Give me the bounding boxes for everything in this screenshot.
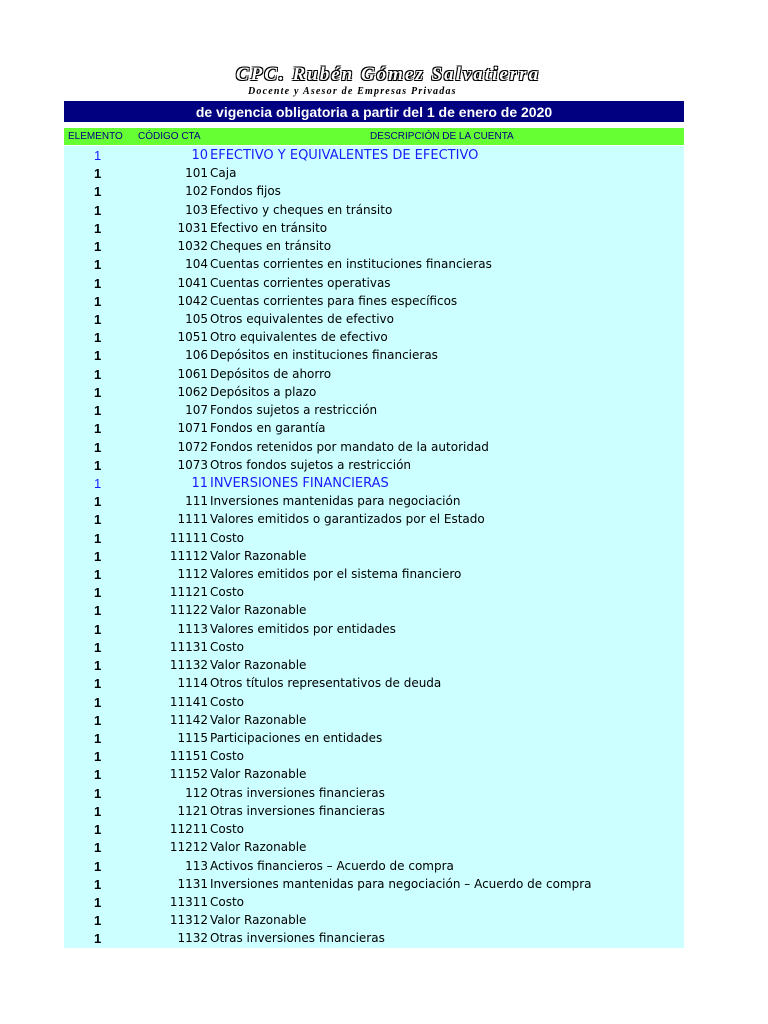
account-row	[64, 492, 684, 510]
codigo-cell: 11142	[169, 712, 208, 727]
elemento-cell: 1	[94, 694, 102, 710]
account-row	[64, 237, 684, 255]
descripcion-cell: Efectivo en tránsito	[210, 220, 328, 235]
descripcion-cell: Valor Razonable	[210, 913, 307, 928]
account-row	[64, 383, 684, 401]
account-row	[64, 875, 684, 893]
codigo-cell: 104	[185, 257, 208, 272]
account-row	[64, 565, 684, 583]
column-header	[64, 128, 684, 145]
descripcion-cell: Activos financieros – Acuerdo de compra	[210, 858, 454, 873]
descripcion-cell: Fondos sujetos a restricción	[210, 403, 378, 418]
elemento-cell: 1	[94, 840, 102, 856]
codigo-cell: 10	[191, 148, 208, 163]
account-row	[64, 583, 684, 601]
account-row	[64, 638, 684, 656]
elemento-cell: 1	[94, 822, 102, 838]
descripcion-cell: INVERSIONES FINANCIERAS	[210, 475, 389, 491]
elemento-cell: 1	[94, 785, 102, 801]
account-row	[64, 601, 684, 619]
descripcion-cell: Costo	[210, 639, 245, 654]
descripcion-cell: Otro equivalentes de efectivo	[210, 330, 388, 345]
column-elemento: ELEMENTO	[68, 131, 123, 142]
elemento-cell: 1	[94, 293, 102, 309]
account-row	[64, 547, 684, 565]
elemento-cell: 1	[94, 311, 102, 327]
account-row	[64, 765, 684, 783]
descripcion-cell: Depósitos en instituciones financieras	[210, 348, 438, 363]
elemento-cell: 1	[94, 239, 102, 255]
elemento-cell: 1	[94, 275, 102, 291]
descripcion-cell: Cuentas corrientes en instituciones financieras	[210, 257, 492, 272]
codigo-cell: 113	[185, 858, 208, 873]
descripcion-cell: Otras inversiones financieras	[210, 785, 385, 800]
codigo-cell: 11312	[169, 913, 208, 928]
account-group-row	[64, 474, 684, 492]
descripcion-cell: Fondos en garantía	[210, 421, 326, 436]
descripcion-cell: Otros fondos sujetos a restricción	[210, 457, 412, 472]
account-row	[64, 620, 684, 638]
accounts-table	[64, 146, 684, 948]
account-row	[64, 255, 684, 273]
account-row	[64, 328, 684, 346]
codigo-cell: 1132	[177, 931, 208, 946]
descripcion-cell: Cuentas corrientes para fines específicos	[210, 293, 458, 308]
account-row	[64, 274, 684, 292]
codigo-cell: 1042	[177, 293, 208, 308]
descripcion-cell: Costo	[210, 585, 245, 600]
elemento-cell: 1	[94, 712, 102, 728]
elemento-cell: 1	[94, 876, 102, 892]
descripcion-cell: Costo	[210, 749, 245, 764]
elemento-cell: 1	[94, 530, 102, 546]
account-row	[64, 747, 684, 765]
elemento-cell: 1	[94, 475, 102, 491]
elemento-cell: 1	[94, 931, 102, 947]
elemento-cell: 1	[94, 202, 102, 218]
descripcion-cell: Costo	[210, 822, 245, 837]
validity-banner: de vigencia obligatoria a partir del 1 de enero de 2020	[64, 101, 684, 122]
elemento-cell: 1	[94, 767, 102, 783]
account-row	[64, 438, 684, 456]
account-row	[64, 219, 684, 237]
codigo-cell: 102	[185, 184, 208, 199]
codigo-cell: 1121	[177, 803, 208, 818]
codigo-cell: 11152	[169, 767, 208, 782]
codigo-cell: 112	[185, 785, 208, 800]
descripcion-cell: Inversiones mantenidas para negociación	[210, 494, 461, 509]
account-row	[64, 893, 684, 911]
codigo-cell: 11311	[169, 894, 208, 909]
descripcion-cell: Cuentas corrientes operativas	[210, 275, 391, 290]
account-row	[64, 182, 684, 200]
codigo-cell: 11151	[169, 749, 208, 764]
account-row	[64, 201, 684, 219]
account-row	[64, 784, 684, 802]
account-row	[64, 456, 684, 474]
descripcion-cell: Valores emitidos por entidades	[210, 621, 396, 636]
account-row	[64, 656, 684, 674]
account-row	[64, 529, 684, 547]
elemento-cell: 1	[94, 384, 102, 400]
descripcion-cell: Fondos retenidos por mandato de la autoridad	[210, 439, 489, 454]
elemento-cell: 1	[94, 512, 102, 528]
elemento-cell: 1	[94, 567, 102, 583]
codigo-cell: 103	[185, 202, 208, 217]
codigo-cell: 11131	[169, 639, 208, 654]
account-row	[64, 310, 684, 328]
column-descripcion: DESCRIPCIÓN DE LA CUENTA	[370, 131, 514, 142]
descripcion-cell: Otros equivalentes de efectivo	[210, 311, 394, 326]
descripcion-cell: Costo	[210, 530, 245, 545]
account-row	[64, 419, 684, 437]
account-group-row	[64, 146, 684, 164]
codigo-cell: 1113	[177, 621, 208, 636]
account-row	[64, 510, 684, 528]
elemento-cell: 1	[94, 366, 102, 382]
codigo-cell: 1114	[177, 676, 208, 691]
elemento-cell: 1	[94, 494, 102, 510]
codigo-cell: 1062	[177, 384, 208, 399]
descripcion-cell: Participaciones en entidades	[210, 731, 383, 745]
column-codigo: CÓDIGO CTA	[138, 131, 201, 142]
codigo-cell: 11111	[169, 530, 208, 545]
elemento-cell: 1	[94, 639, 102, 655]
elemento-cell: 1	[94, 421, 102, 437]
elemento-cell: 1	[94, 184, 102, 200]
elemento-cell: 1	[94, 403, 102, 419]
descripcion-cell: EFECTIVO Y EQUIVALENTES DE EFECTIVO	[210, 148, 479, 163]
descripcion-cell: Cheques en tránsito	[210, 239, 332, 254]
descripcion-cell: Fondos fijos	[210, 184, 281, 199]
account-row	[64, 820, 684, 838]
codigo-cell: 105	[185, 311, 208, 326]
codigo-cell: 1031	[177, 220, 208, 235]
descripcion-cell: Inversiones mantenidas para negociación – Acuerdo de compra	[210, 876, 592, 891]
descripcion-cell: Valor Razonable	[210, 840, 307, 855]
elemento-cell: 1	[94, 621, 102, 637]
account-row	[64, 838, 684, 856]
codigo-cell: 107	[185, 403, 208, 418]
account-row	[64, 929, 684, 947]
codigo-cell: 1111	[177, 512, 208, 527]
account-row	[64, 911, 684, 929]
author-title: CPC. Rubén Gómez Salvatierra	[236, 64, 541, 85]
codigo-cell: 11121	[169, 585, 208, 600]
elemento-cell: 1	[94, 803, 102, 819]
elemento-cell: 1	[94, 658, 102, 674]
account-row	[64, 346, 684, 364]
account-row	[64, 365, 684, 383]
elemento-cell: 1	[94, 348, 102, 364]
codigo-cell: 11212	[169, 840, 208, 855]
elemento-cell: 1	[94, 220, 102, 236]
codigo-cell: 1072	[177, 439, 208, 454]
account-row	[64, 802, 684, 820]
elemento-cell: 1	[94, 731, 102, 746]
elemento-cell: 1	[94, 166, 102, 182]
descripcion-cell: Depósitos de ahorro	[210, 366, 332, 381]
elemento-cell: 1	[94, 676, 102, 692]
account-row	[64, 401, 684, 419]
elemento-cell: 1	[94, 330, 102, 346]
codigo-cell: 106	[185, 348, 208, 363]
descripcion-cell: Caja	[210, 166, 237, 181]
elemento-cell: 1	[94, 148, 102, 163]
elemento-cell: 1	[94, 548, 102, 564]
account-row	[64, 292, 684, 310]
codigo-cell: 11211	[169, 822, 208, 837]
descripcion-cell: Valores emitidos o garantizados por el Estado	[210, 512, 485, 527]
account-row	[64, 857, 684, 875]
codigo-cell: 1032	[177, 239, 208, 254]
descripcion-cell: Valor Razonable	[210, 603, 307, 618]
descripcion-cell: Valor Razonable	[210, 658, 307, 673]
descripcion-cell: Otros títulos representativos de deuda	[210, 676, 442, 691]
descripcion-cell: Costo	[210, 894, 245, 909]
codigo-cell: 1112	[177, 567, 208, 582]
elemento-cell: 1	[94, 257, 102, 273]
descripcion-cell: Valor Razonable	[210, 548, 307, 563]
account-row	[64, 711, 684, 729]
codigo-cell: 11122	[169, 603, 208, 618]
descripcion-cell: Efectivo y cheques en tránsito	[210, 202, 393, 217]
elemento-cell: 1	[94, 858, 102, 874]
codigo-cell: 11	[191, 475, 208, 491]
account-row	[64, 164, 684, 182]
descripcion-cell: Valor Razonable	[210, 712, 307, 727]
codigo-cell: 1041	[177, 275, 208, 290]
descripcion-cell: Valor Razonable	[210, 767, 307, 782]
descripcion-cell: Otras inversiones financieras	[210, 931, 385, 946]
descripcion-cell: Otras inversiones financieras	[210, 803, 385, 818]
codigo-cell: 111	[185, 494, 208, 509]
descripcion-cell: Depósitos a plazo	[210, 384, 317, 399]
account-row	[64, 693, 684, 711]
codigo-cell: 1073	[177, 457, 208, 472]
codigo-cell: 1051	[177, 330, 208, 345]
codigo-cell: 1071	[177, 421, 208, 436]
descripcion-cell: Valores emitidos por el sistema financiero	[210, 567, 462, 582]
codigo-cell: 1115	[177, 731, 208, 745]
account-row	[64, 729, 684, 747]
elemento-cell: 1	[94, 749, 102, 765]
codigo-cell: 11132	[169, 658, 208, 673]
codigo-cell: 11141	[169, 694, 208, 709]
elemento-cell: 1	[94, 457, 102, 473]
descripcion-cell: Costo	[210, 694, 245, 709]
codigo-cell: 1131	[177, 876, 208, 891]
account-row	[64, 674, 684, 692]
elemento-cell: 1	[94, 894, 102, 910]
elemento-cell: 1	[94, 913, 102, 929]
codigo-cell: 11112	[169, 548, 208, 563]
author-subtitle: Docente y Asesor de Empresas Privadas	[248, 86, 457, 97]
codigo-cell: 1061	[177, 366, 208, 381]
elemento-cell: 1	[94, 585, 102, 601]
elemento-cell: 1	[94, 603, 102, 619]
codigo-cell: 101	[185, 166, 208, 181]
elemento-cell: 1	[94, 439, 102, 455]
